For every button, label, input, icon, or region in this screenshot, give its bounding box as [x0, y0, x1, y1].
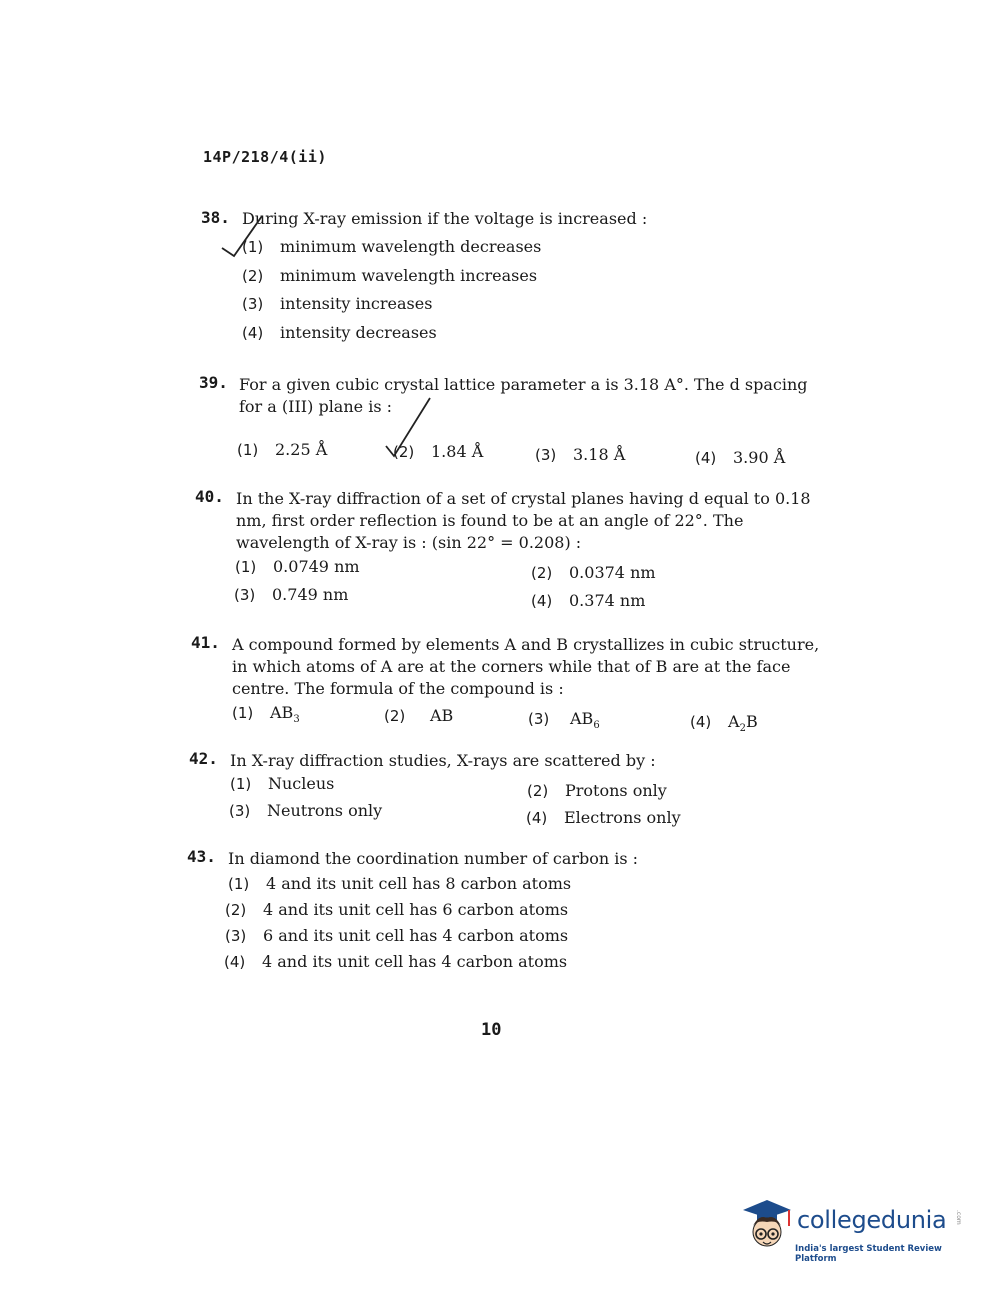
option: (2) Protons only [527, 781, 667, 800]
option: (3) 3.18 Å [535, 445, 626, 464]
option: (1) 4 and its unit cell has 8 carbon atoms [228, 874, 572, 893]
question-number: 40. [195, 487, 224, 506]
question-number: 38. [201, 208, 230, 227]
option: (1) $AB_3$ [232, 703, 300, 726]
check-mark-icon [218, 212, 278, 262]
paper-code: 14P/218/4(ii) [203, 148, 327, 166]
question-text: In X-ray diffraction studies, X-rays are scattered by : [230, 751, 656, 770]
option: (2) minimum wavelength increases [242, 266, 538, 285]
option: (3) intensity increases [242, 294, 433, 313]
option: (1) 0.0749 nm [235, 557, 360, 576]
logo-tagline: India's largest Student Review Platform [795, 1244, 942, 1264]
question-number: 39. [199, 373, 228, 392]
collegedunia-logo [737, 1196, 967, 1266]
option: (3) 0.749 nm [234, 585, 349, 604]
option: (3) 6 and its unit cell has 4 carbon atoms [225, 926, 569, 945]
logo-domain: .com [955, 1210, 962, 1225]
question-number: 42. [189, 749, 218, 768]
option: (2) 0.0374 nm [531, 563, 656, 582]
option: (4) Electrons only [526, 808, 681, 827]
option: (4) $A_2B$ [690, 712, 758, 735]
option: (3) $AB_6$ [528, 709, 600, 732]
option: (3) Neutrons only [229, 801, 383, 820]
option: (4) 4 and its unit cell has 4 carbon atoms [224, 952, 568, 971]
option: (2) 4 and its unit cell has 6 carbon atoms [225, 900, 569, 919]
check-mark-icon [382, 394, 442, 464]
question-number: 41. [191, 633, 220, 652]
logo-wordmark: collegedunia [797, 1206, 947, 1234]
option: (2) 1.84 Å [393, 442, 484, 461]
option: (2) AB [384, 706, 454, 725]
option: (1) minimum wavelength decreases [242, 237, 542, 256]
question-text: In diamond the coordination number of carbon is : [228, 849, 639, 868]
option: (1) Nucleus [230, 774, 335, 793]
question-text: During X-ray emission if the voltage is increased : [242, 209, 648, 228]
page-number: 10 [481, 1020, 502, 1040]
question-text: For a given cubic crystal lattice parameter a is 3.18 A°. The d spacing for a (III) plane is : [239, 375, 808, 416]
question-number: 43. [187, 847, 216, 866]
question-text: A compound formed by elements A and B crystallizes in cubic structure, in which atoms of A are at the corners while that of B are at the face centre. The formula of the compound is : [232, 635, 820, 698]
option: (1) 2.25 Å [237, 440, 328, 459]
question-text: In the X-ray diffraction of a set of crystal planes having d equal to 0.18 nm, first order reflection is found to be at an angle of 22°. The wavelength of X-ray is : (sin 22° = 0.208) : [236, 489, 811, 552]
option: (4) 0.374 nm [531, 591, 646, 610]
mascot-icon [737, 1196, 797, 1260]
option: (4) intensity decreases [242, 323, 437, 342]
option: (4) 3.90 Å [695, 448, 786, 467]
